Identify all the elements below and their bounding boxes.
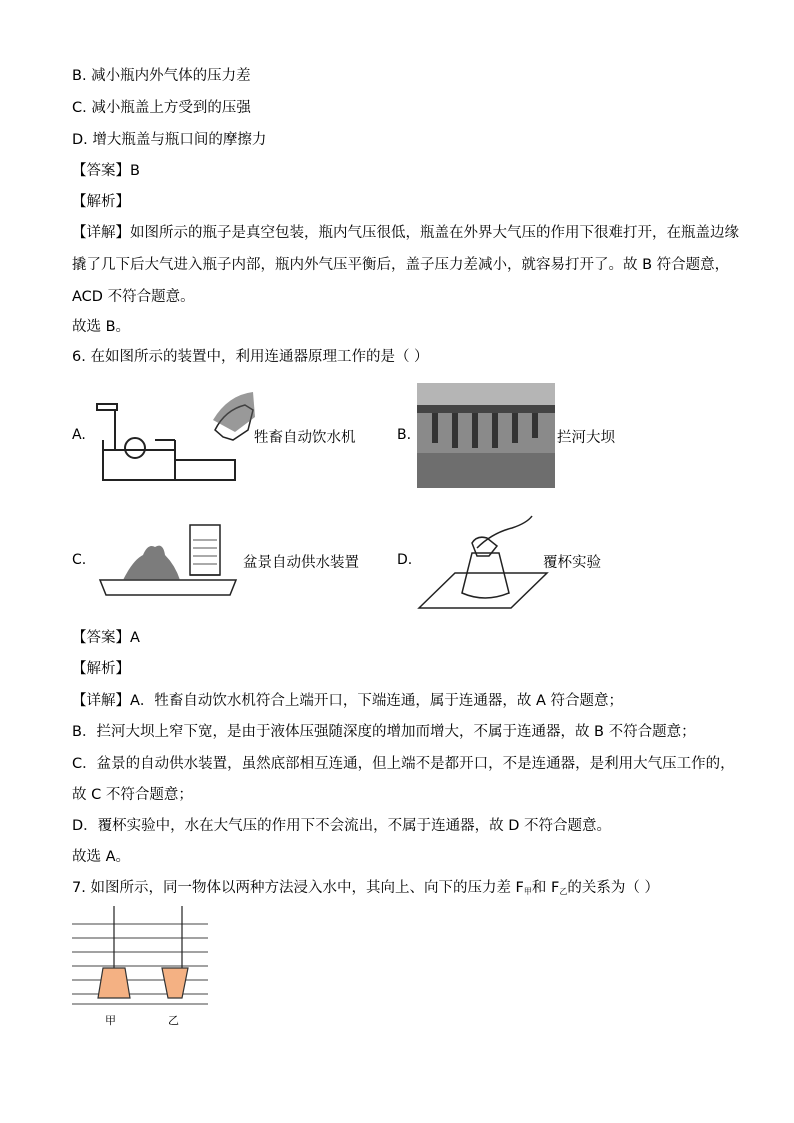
submerged-blocks-figure xyxy=(70,906,210,1010)
q6-stem: 6. 在如图所示的装置中，利用连通器原理工作的是（ ） xyxy=(72,349,429,365)
q5-answer: 【答案】B xyxy=(72,163,140,179)
q6-option-a-letter: A. xyxy=(72,427,86,443)
block-jia xyxy=(98,968,130,998)
bonsai-water-supply-figure xyxy=(98,520,238,600)
q6-answer: 【答案】A xyxy=(72,630,140,646)
q5-analysis-title: 【解析】 xyxy=(72,194,130,210)
q6-conclusion: 故选 A。 xyxy=(72,849,131,865)
covered-cup-figure xyxy=(417,513,549,611)
q6-detail-c2: 故 C 不符合题意； xyxy=(72,787,193,803)
q5-detail-1: 【详解】如图所示的瓶子是真空包装，瓶内气压很低，瓶盖在外界大气压的作用下很难打开，在瓶盖边缘 xyxy=(72,225,739,241)
q7-sub-jia: 甲 xyxy=(523,887,532,896)
dam-photo xyxy=(417,383,555,488)
q6-option-b-label: 拦河大坝 xyxy=(557,430,615,446)
q7-label-yi: 乙 xyxy=(168,1014,179,1027)
q6-option-d-letter: D. xyxy=(397,552,413,568)
q6-detail-a: 【详解】A．牲畜自动饮水机符合上端开口，下端连通，属于连通器，故 A 符合题意； xyxy=(72,693,624,709)
q6-detail-d: D．覆杯实验中，水在大气压的作用下不会流出，不属于连通器，故 D 不符合题意。 xyxy=(72,818,612,834)
q6-detail-c1: C．盆景的自动供水装置，虽然底部相互连通，但上端不是都开口，不是连通器，是利用大气压工作的， xyxy=(72,756,735,772)
q7-stem-post: 的关系为（ ） xyxy=(567,880,659,896)
q6-analysis-title: 【解析】 xyxy=(72,661,130,677)
q5-detail-2: 撬了几下后大气进入瓶子内部，瓶内外气压平衡后，盖子压力差减小，就容易打开了。故 B 符合题意， xyxy=(72,257,730,273)
q7-label-jia: 甲 xyxy=(105,1014,116,1027)
q5-option-b: B. 减小瓶内外气体的压力差 xyxy=(72,68,251,84)
q6-option-a-label: 牲畜自动饮水机 xyxy=(254,430,356,446)
livestock-drinker-figure xyxy=(95,390,255,485)
q5-option-c: C. 减小瓶盖上方受到的压强 xyxy=(72,100,251,116)
q7-stem-mid: 和 F xyxy=(531,880,560,896)
q5-conclusion: 故选 B。 xyxy=(72,319,131,335)
q5-option-d: D. 增大瓶盖与瓶口间的摩擦力 xyxy=(72,132,267,148)
q7-stem xyxy=(72,878,659,902)
q5-detail-3: ACD 不符合题意。 xyxy=(72,289,195,305)
q7-sub-yi: 乙 xyxy=(559,887,568,896)
q7-stem-pre: 7. 如图所示，同一物体以两种方法浸入水中，其向上、向下的压力差 F xyxy=(72,880,524,896)
q6-detail-b: B．拦河大坝上窄下宽，是由于液体压强随深度的增加而增大，不属于连通器，故 B 不符合题意； xyxy=(72,724,696,740)
q6-option-b-letter: B. xyxy=(397,427,412,443)
q6-option-c-letter: C. xyxy=(72,552,87,568)
q6-option-c-label: 盆景自动供水装置 xyxy=(243,555,359,571)
q6-option-d-label: 覆杯实验 xyxy=(543,555,601,571)
